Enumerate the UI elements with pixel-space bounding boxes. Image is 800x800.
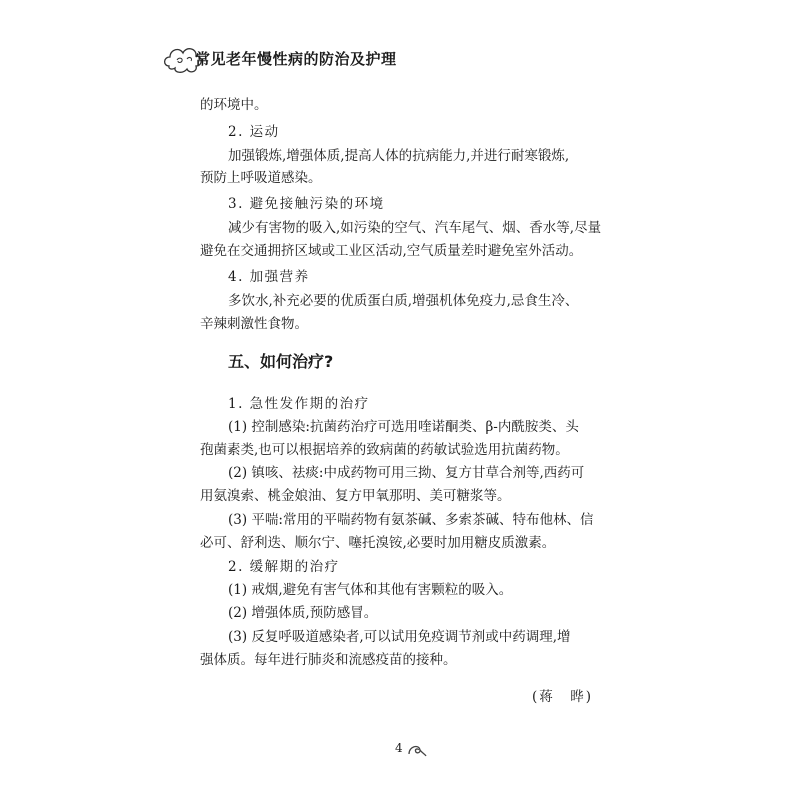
subheading-nutrition: 4. 加强营养 (228, 269, 310, 285)
subheading-acute: 1. 急性发作期的治疗 (228, 396, 370, 412)
paragraph-line: 避免在交通拥挤区域或工业区活动,空气质量差时避免室外活动。 (200, 243, 583, 259)
subheading-pollution: 3. 避免接触污染的环境 (228, 196, 385, 212)
page-header (163, 40, 623, 80)
paragraph-line: 辛辣刺激性食物。 (200, 316, 308, 332)
subheading-exercise: 2. 运动 (228, 124, 280, 140)
paragraph-line: (1) 控制感染:抗菌药治疗可选用喹诺酮类、β-内酰胺类、头 (228, 419, 579, 435)
subheading-remission: 2. 缓解期的治疗 (228, 559, 340, 575)
page-footer (395, 738, 455, 762)
paragraph-line: 预防上呼吸道感染。 (200, 170, 322, 186)
paragraph-line: 减少有害物的吸入,如污染的空气、汽车尾气、烟、香水等,尽量 (228, 220, 602, 236)
paragraph-line: 加强锻炼,增强体质,提高人体的抗病能力,并进行耐寒锻炼, (228, 148, 570, 164)
paragraph-line: 必可、舒利迭、顺尔宁、噻托溴铵,必要时加用糖皮质激素。 (200, 535, 556, 551)
section-title: 五、如何治疗? (228, 352, 334, 371)
page-number: 4 (395, 741, 403, 755)
paragraph-line: (2) 镇咳、祛痰:中成药物可用三拗、复方甘草合剂等,西药可 (228, 465, 585, 481)
paragraph-line: 的环境中。 (200, 97, 268, 113)
paragraph-line: (3) 平喘:常用的平喘药物有氨茶碱、多索茶碱、特布他林、信 (228, 512, 594, 528)
paragraph-line: (2) 增强体质,预防感冒。 (228, 605, 378, 621)
paragraph-line: 用氨溴索、桃金娘油、复方甲氧那明、美可糖浆等。 (200, 488, 511, 504)
paragraph-line: (3) 反复呼吸道感染者,可以试用免疫调节剂或中药调理,增 (228, 629, 571, 645)
author-signature: (蒋 晔) (532, 689, 594, 705)
paragraph-line: 孢菌素类,也可以根据培养的致病菌的药敏试验选用抗菌药物。 (200, 442, 569, 458)
paragraph-line: 多饮水,补充必要的优质蛋白质,增强机体免疫力,忌食生冷、 (228, 293, 579, 309)
header-title: 常见老年慢性病的防治及护理 (195, 50, 397, 68)
swirl-icon (407, 740, 427, 758)
paragraph-line: 强体质。每年进行肺炎和流感疫苗的接种。 (200, 652, 457, 668)
paragraph-line: (1) 戒烟,避免有害气体和其他有害颗粒的吸入。 (228, 582, 513, 598)
